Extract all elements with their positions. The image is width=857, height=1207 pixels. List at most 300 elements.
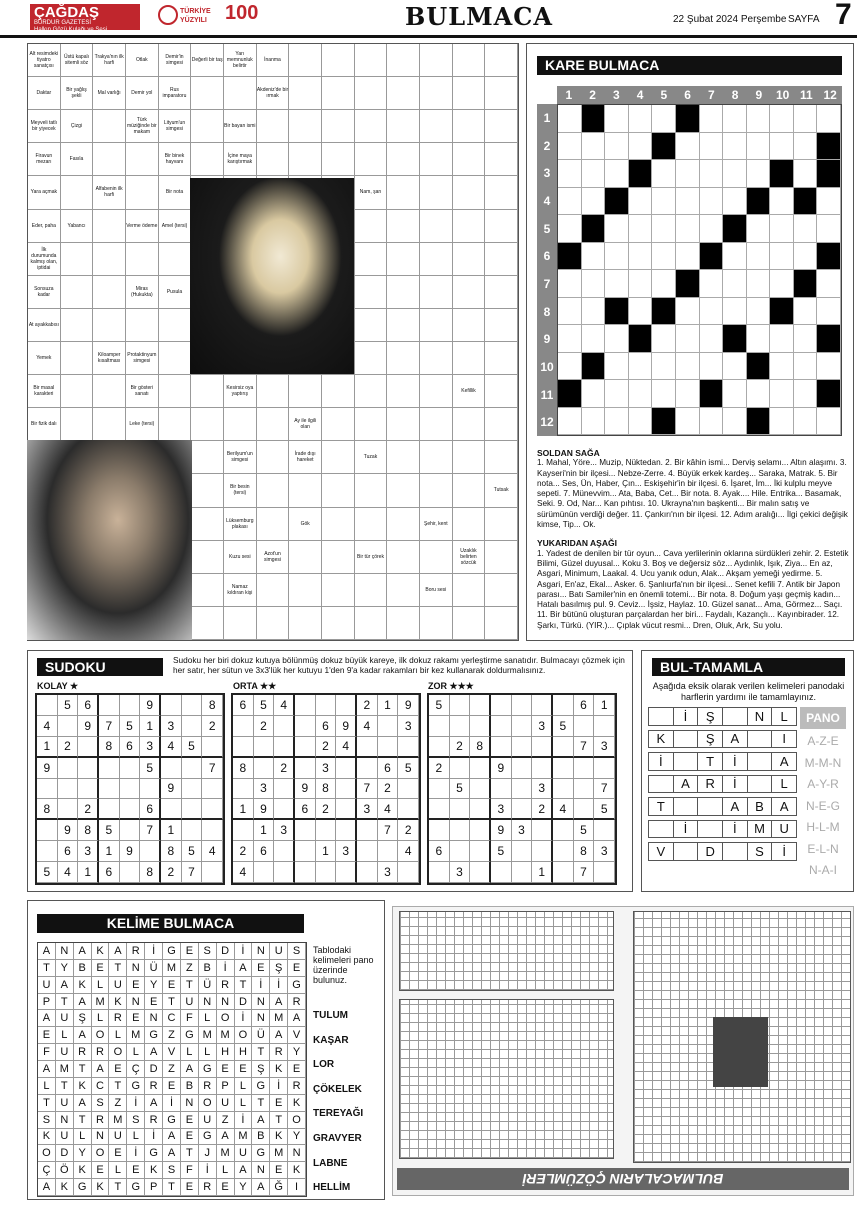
crossword-cell[interactable] [453, 574, 486, 607]
kare-cell[interactable] [605, 215, 629, 243]
bul-cell[interactable] [673, 752, 699, 771]
kare-cell[interactable] [558, 408, 582, 436]
kare-cell[interactable] [676, 325, 700, 353]
crossword-cell[interactable] [420, 474, 453, 507]
crossword-cell[interactable] [191, 607, 224, 640]
crossword-cell[interactable] [224, 77, 257, 110]
kelime-letter[interactable]: Y [74, 1145, 92, 1162]
sudoku-cell[interactable] [450, 799, 471, 820]
crossword-cell[interactable] [485, 176, 518, 209]
kelime-letter[interactable]: R [288, 994, 306, 1011]
kelime-letter[interactable]: Ç [38, 1162, 56, 1179]
crossword-cell[interactable] [224, 607, 257, 640]
sudoku-cell[interactable] [532, 758, 553, 779]
kelime-letter[interactable]: M [127, 1027, 145, 1044]
kelime-letter[interactable]: Ş [252, 1061, 270, 1078]
kare-cell[interactable] [605, 105, 629, 133]
crossword-cell[interactable] [420, 77, 453, 110]
kare-cell[interactable] [747, 133, 771, 161]
kelime-letter[interactable]: T [38, 960, 56, 977]
sudoku-cell[interactable] [182, 820, 203, 841]
kelime-letter[interactable]: R [92, 1044, 110, 1061]
kelime-letter[interactable]: G [181, 1027, 199, 1044]
crossword-cell[interactable] [453, 441, 486, 474]
kelime-letter[interactable]: L [74, 1129, 92, 1146]
crossword-cell[interactable] [191, 441, 224, 474]
kelime-letter[interactable]: A [145, 1095, 163, 1112]
kare-cell[interactable] [817, 105, 841, 133]
kelime-letter[interactable]: İ [145, 943, 163, 960]
kelime-letter[interactable]: R [109, 1010, 127, 1027]
crossword-cell[interactable] [257, 408, 290, 441]
kare-cell[interactable] [676, 215, 700, 243]
sudoku-cell[interactable] [357, 758, 378, 779]
crossword-cell[interactable] [126, 309, 159, 342]
sudoku-cell[interactable] [37, 779, 58, 800]
crossword-cell[interactable] [453, 474, 486, 507]
sudoku-cell[interactable] [161, 758, 182, 779]
kelime-letter[interactable]: E [163, 1078, 181, 1095]
kelime-letter[interactable]: N [252, 1162, 270, 1179]
kare-cell[interactable] [582, 298, 606, 326]
kelime-letter[interactable]: İ [270, 977, 288, 994]
sudoku-cell[interactable] [202, 799, 223, 820]
kare-cell[interactable] [558, 298, 582, 326]
sudoku-cell[interactable] [295, 841, 316, 862]
kelime-letter[interactable]: B [252, 1129, 270, 1146]
kelime-letter[interactable]: M [270, 1145, 288, 1162]
kare-cell[interactable] [582, 408, 606, 436]
kelime-letter[interactable]: L [199, 1010, 217, 1027]
kelime-letter[interactable]: U [181, 994, 199, 1011]
kelime-letter[interactable]: L [92, 977, 110, 994]
sudoku-cell[interactable] [429, 737, 450, 758]
sudoku-cell[interactable] [553, 695, 574, 716]
crossword-cell[interactable] [93, 243, 126, 276]
crossword-cell[interactable] [93, 408, 126, 441]
crossword-cell[interactable] [289, 44, 322, 77]
crossword-cell[interactable] [159, 309, 192, 342]
kelime-letter[interactable]: R [199, 1179, 217, 1196]
kelime-letter[interactable]: E [288, 1061, 306, 1078]
kare-cell[interactable] [605, 243, 629, 271]
crossword-cell[interactable] [355, 44, 388, 77]
kelime-letter[interactable]: P [38, 994, 56, 1011]
crossword-cell[interactable] [485, 607, 518, 640]
kelime-letter[interactable]: İ [252, 977, 270, 994]
kelime-letter[interactable]: T [270, 1112, 288, 1129]
crossword-cell[interactable] [191, 474, 224, 507]
kare-cell[interactable] [629, 408, 653, 436]
sudoku-cell[interactable] [58, 779, 79, 800]
kelime-letter[interactable]: A [270, 994, 288, 1011]
sudoku-cell[interactable] [378, 841, 399, 862]
crossword-cell[interactable] [93, 309, 126, 342]
crossword-cell[interactable] [61, 243, 94, 276]
sudoku-cell[interactable] [470, 862, 491, 883]
kelime-letter[interactable]: L [109, 1162, 127, 1179]
kelime-letter[interactable]: A [288, 1010, 306, 1027]
sudoku-cell[interactable] [78, 779, 99, 800]
kelime-letter[interactable]: P [217, 1078, 235, 1095]
sudoku-cell[interactable] [274, 779, 295, 800]
kelime-letter[interactable]: E [109, 1061, 127, 1078]
kelime-letter[interactable]: L [235, 1078, 253, 1095]
sudoku-cell[interactable] [429, 799, 450, 820]
kare-cell[interactable] [676, 133, 700, 161]
sudoku-cell[interactable] [491, 695, 512, 716]
kelime-letter[interactable]: A [38, 1010, 56, 1027]
kelime-letter[interactable]: Ü [145, 960, 163, 977]
kelime-letter[interactable]: G [163, 943, 181, 960]
kare-cell[interactable] [817, 408, 841, 436]
crossword-cell[interactable] [387, 309, 420, 342]
crossword-cell[interactable] [289, 474, 322, 507]
kelime-letter[interactable]: T [56, 1078, 74, 1095]
kare-cell[interactable] [629, 105, 653, 133]
kare-cell[interactable] [558, 133, 582, 161]
crossword-cell[interactable] [485, 441, 518, 474]
kare-cell[interactable] [723, 298, 747, 326]
kelime-letter[interactable]: L [127, 1129, 145, 1146]
crossword-cell[interactable] [61, 375, 94, 408]
kelime-letter[interactable]: K [270, 1129, 288, 1146]
bul-cell[interactable] [648, 820, 674, 839]
crossword-cell[interactable] [485, 276, 518, 309]
crossword-cell[interactable] [93, 210, 126, 243]
kelime-letter[interactable]: L [38, 1078, 56, 1095]
kelime-letter[interactable]: O [199, 1095, 217, 1112]
crossword-cell[interactable] [387, 110, 420, 143]
kelime-letter[interactable]: N [252, 1010, 270, 1027]
crossword-cell[interactable] [355, 342, 388, 375]
crossword-cell[interactable] [355, 110, 388, 143]
kelime-letter[interactable]: Ğ [270, 1179, 288, 1196]
bul-cell[interactable] [722, 865, 748, 884]
kare-cell[interactable] [723, 353, 747, 381]
kare-cell[interactable] [582, 243, 606, 271]
crossword-cell[interactable] [355, 243, 388, 276]
kare-cell[interactable] [652, 353, 676, 381]
crossword-cell[interactable] [289, 143, 322, 176]
crossword-cell[interactable] [485, 309, 518, 342]
crossword-cell[interactable] [191, 77, 224, 110]
crossword-cell[interactable] [355, 474, 388, 507]
bul-cell[interactable] [648, 775, 674, 794]
kelime-letter[interactable]: L [217, 1162, 235, 1179]
kelime-letter[interactable]: E [181, 1179, 199, 1196]
sudoku-cell[interactable] [120, 695, 141, 716]
kelime-letter[interactable]: U [56, 1129, 74, 1146]
kelime-letter[interactable]: T [163, 994, 181, 1011]
sudoku-cell[interactable] [182, 695, 203, 716]
crossword-cell[interactable] [485, 44, 518, 77]
kelime-letter[interactable]: N [199, 994, 217, 1011]
kare-cell[interactable] [817, 215, 841, 243]
sudoku-cell[interactable] [553, 841, 574, 862]
kelime-letter[interactable]: E [92, 960, 110, 977]
sudoku-cell[interactable] [532, 841, 553, 862]
sudoku-cell[interactable] [58, 758, 79, 779]
kelime-letter[interactable]: N [252, 994, 270, 1011]
kelime-letter[interactable]: O [235, 1027, 253, 1044]
bul-cell[interactable] [747, 730, 773, 749]
crossword-cell[interactable] [453, 143, 486, 176]
kare-cell[interactable] [817, 353, 841, 381]
kare-cell[interactable] [629, 188, 653, 216]
kelime-letter[interactable]: N [127, 960, 145, 977]
crossword-cell[interactable] [191, 143, 224, 176]
kelime-letter[interactable]: R [217, 977, 235, 994]
sudoku-cell[interactable] [140, 841, 161, 862]
kelime-letter[interactable]: A [181, 1061, 199, 1078]
kelime-letter[interactable]: R [270, 1044, 288, 1061]
crossword-cell[interactable] [257, 474, 290, 507]
kelime-letter[interactable]: M [235, 1129, 253, 1146]
crossword-cell[interactable] [224, 408, 257, 441]
crossword-cell[interactable] [453, 44, 486, 77]
kelime-letter[interactable]: Z [163, 1061, 181, 1078]
kelime-letter[interactable]: İ [145, 1129, 163, 1146]
sudoku-cell[interactable] [450, 716, 471, 737]
sudoku-cell[interactable] [202, 737, 223, 758]
kare-cell[interactable] [700, 408, 724, 436]
sudoku-cell[interactable] [594, 862, 615, 883]
kare-cell[interactable] [770, 408, 794, 436]
sudoku-cell[interactable] [202, 862, 223, 883]
kare-cell[interactable] [605, 133, 629, 161]
crossword-cell[interactable] [126, 143, 159, 176]
crossword-cell[interactable] [93, 143, 126, 176]
kare-cell[interactable] [770, 243, 794, 271]
crossword-cell[interactable] [387, 607, 420, 640]
kelime-letter[interactable]: S [127, 1112, 145, 1129]
crossword-cell[interactable] [387, 508, 420, 541]
kare-cell[interactable] [605, 408, 629, 436]
crossword-cell[interactable] [355, 375, 388, 408]
kelime-letter[interactable]: T [252, 1095, 270, 1112]
kelime-letter[interactable]: G [288, 977, 306, 994]
crossword-cell[interactable] [420, 143, 453, 176]
kare-cell[interactable] [747, 105, 771, 133]
sudoku-cell[interactable] [450, 841, 471, 862]
kelime-letter[interactable]: E [163, 977, 181, 994]
sudoku-cell[interactable] [233, 737, 254, 758]
sudoku-cell[interactable] [274, 737, 295, 758]
kelime-letter[interactable]: K [74, 977, 92, 994]
kelime-letter[interactable]: Ş [270, 960, 288, 977]
kelime-letter[interactable]: M [270, 1010, 288, 1027]
kelime-letter[interactable]: U [56, 1010, 74, 1027]
crossword-cell[interactable] [420, 342, 453, 375]
crossword-cell[interactable] [322, 44, 355, 77]
kare-cell[interactable] [582, 270, 606, 298]
bul-cell[interactable] [747, 865, 773, 884]
kare-cell[interactable] [770, 325, 794, 353]
sudoku-cell[interactable] [574, 799, 595, 820]
sudoku-cell[interactable] [357, 737, 378, 758]
crossword-cell[interactable] [355, 210, 388, 243]
kare-cell[interactable] [629, 215, 653, 243]
kelime-letter[interactable]: Z [217, 1112, 235, 1129]
kelime-letter[interactable]: D [145, 1061, 163, 1078]
sudoku-cell[interactable] [450, 695, 471, 716]
sudoku-cell[interactable] [120, 820, 141, 841]
kare-cell[interactable] [652, 160, 676, 188]
bul-cell[interactable] [747, 752, 773, 771]
sudoku-cell[interactable] [553, 862, 574, 883]
sudoku-cell[interactable] [37, 820, 58, 841]
kelime-letter[interactable]: U [109, 977, 127, 994]
crossword-cell[interactable] [289, 110, 322, 143]
sudoku-cell[interactable] [120, 758, 141, 779]
sudoku-cell[interactable] [233, 716, 254, 737]
kelime-letter[interactable]: J [199, 1145, 217, 1162]
bul-cell[interactable] [673, 797, 699, 816]
kelime-letter[interactable]: Y [145, 977, 163, 994]
sudoku-cell[interactable] [295, 716, 316, 737]
crossword-cell[interactable] [191, 574, 224, 607]
kelime-letter[interactable]: Y [288, 1044, 306, 1061]
kare-cell[interactable] [652, 380, 676, 408]
sudoku-cell[interactable] [398, 779, 419, 800]
kelime-letter[interactable]: E [127, 1010, 145, 1027]
kare-cell[interactable] [700, 325, 724, 353]
bul-cell[interactable] [747, 775, 773, 794]
sudoku-cell[interactable] [491, 779, 512, 800]
bul-cell[interactable] [673, 730, 699, 749]
crossword-cell[interactable] [257, 441, 290, 474]
sudoku-cell[interactable] [470, 716, 491, 737]
kare-cell[interactable] [676, 243, 700, 271]
crossword-cell[interactable] [289, 375, 322, 408]
sudoku-cell[interactable] [378, 737, 399, 758]
kelime-letter[interactable]: M [199, 1027, 217, 1044]
kelime-letter[interactable]: R [127, 943, 145, 960]
sudoku-cell[interactable] [470, 841, 491, 862]
kelime-letter[interactable]: F [181, 1010, 199, 1027]
kare-cell[interactable] [770, 215, 794, 243]
sudoku-cell[interactable] [78, 758, 99, 779]
crossword-cell[interactable] [61, 309, 94, 342]
crossword-cell[interactable] [355, 276, 388, 309]
kelime-letter[interactable]: N [181, 1095, 199, 1112]
kare-cell[interactable] [676, 408, 700, 436]
bul-cell[interactable] [648, 707, 674, 726]
sudoku-cell[interactable] [553, 737, 574, 758]
kelime-letter[interactable]: K [56, 1179, 74, 1196]
kare-cell[interactable] [700, 188, 724, 216]
sudoku-cell[interactable] [553, 820, 574, 841]
kelime-letter[interactable]: T [109, 1179, 127, 1196]
sudoku-cell[interactable] [450, 820, 471, 841]
sudoku-cell[interactable] [512, 758, 533, 779]
crossword-cell[interactable] [420, 607, 453, 640]
crossword-cell[interactable] [387, 243, 420, 276]
kelime-letter[interactable]: M [163, 960, 181, 977]
kare-cell[interactable] [794, 380, 818, 408]
kare-cell[interactable] [723, 243, 747, 271]
crossword-cell[interactable] [159, 375, 192, 408]
kare-cell[interactable] [582, 325, 606, 353]
sudoku-cell[interactable] [120, 779, 141, 800]
kelime-letter[interactable]: L [56, 1027, 74, 1044]
kelime-letter[interactable]: O [38, 1145, 56, 1162]
sudoku-cell[interactable] [58, 799, 79, 820]
kare-cell[interactable] [817, 270, 841, 298]
kelime-letter[interactable]: K [92, 943, 110, 960]
kelime-letter[interactable]: G [199, 1129, 217, 1146]
kelime-letter[interactable]: T [235, 977, 253, 994]
crossword-cell[interactable] [191, 541, 224, 574]
kare-cell[interactable] [700, 133, 724, 161]
sudoku-cell[interactable] [470, 758, 491, 779]
crossword-cell[interactable] [485, 574, 518, 607]
crossword-cell[interactable] [289, 574, 322, 607]
crossword-cell[interactable] [387, 375, 420, 408]
crossword-cell[interactable] [355, 408, 388, 441]
bul-cell[interactable] [697, 865, 723, 884]
sudoku-cell[interactable] [316, 862, 337, 883]
crossword-cell[interactable] [387, 441, 420, 474]
kare-cell[interactable] [794, 215, 818, 243]
kelime-letter[interactable]: İ [235, 1112, 253, 1129]
crossword-cell[interactable] [126, 176, 159, 209]
kelime-letter[interactable]: A [270, 1027, 288, 1044]
kelime-letter[interactable]: A [109, 943, 127, 960]
kare-cell[interactable] [770, 270, 794, 298]
sudoku-cell[interactable] [295, 737, 316, 758]
sudoku-cell[interactable] [99, 695, 120, 716]
kelime-letter[interactable]: M [217, 1145, 235, 1162]
kelime-letter[interactable]: E [235, 1061, 253, 1078]
bul-cell[interactable] [697, 797, 723, 816]
kare-cell[interactable] [794, 105, 818, 133]
crossword-cell[interactable] [126, 243, 159, 276]
kelime-letter[interactable]: G [252, 1145, 270, 1162]
crossword-cell[interactable] [387, 342, 420, 375]
sudoku-cell[interactable] [378, 716, 399, 737]
kelime-letter[interactable]: T [252, 1044, 270, 1061]
kelime-letter[interactable]: G [252, 1078, 270, 1095]
crossword-cell[interactable] [387, 77, 420, 110]
sudoku-cell[interactable] [254, 737, 275, 758]
crossword-cell[interactable] [257, 607, 290, 640]
kare-cell[interactable] [723, 105, 747, 133]
crossword-cell[interactable] [322, 607, 355, 640]
sudoku-cell[interactable] [470, 820, 491, 841]
kelime-letter[interactable]: K [92, 1179, 110, 1196]
kelime-letter[interactable]: A [145, 1044, 163, 1061]
kare-cell[interactable] [629, 243, 653, 271]
kare-cell[interactable] [700, 353, 724, 381]
kelime-letter[interactable]: Y [56, 960, 74, 977]
kelime-letter[interactable]: G [127, 1179, 145, 1196]
kare-cell[interactable] [700, 270, 724, 298]
crossword-cell[interactable] [420, 541, 453, 574]
crossword-cell[interactable] [453, 276, 486, 309]
crossword-cell[interactable] [61, 276, 94, 309]
kelime-letter[interactable]: U [38, 977, 56, 994]
sudoku-cell[interactable] [161, 695, 182, 716]
kare-cell[interactable] [723, 188, 747, 216]
sudoku-cell[interactable] [254, 758, 275, 779]
kelime-letter[interactable]: Ö [56, 1162, 74, 1179]
crossword-cell[interactable] [61, 342, 94, 375]
crossword-cell[interactable] [355, 143, 388, 176]
kelime-letter[interactable]: E [127, 1162, 145, 1179]
kelime-letter[interactable]: S [199, 943, 217, 960]
